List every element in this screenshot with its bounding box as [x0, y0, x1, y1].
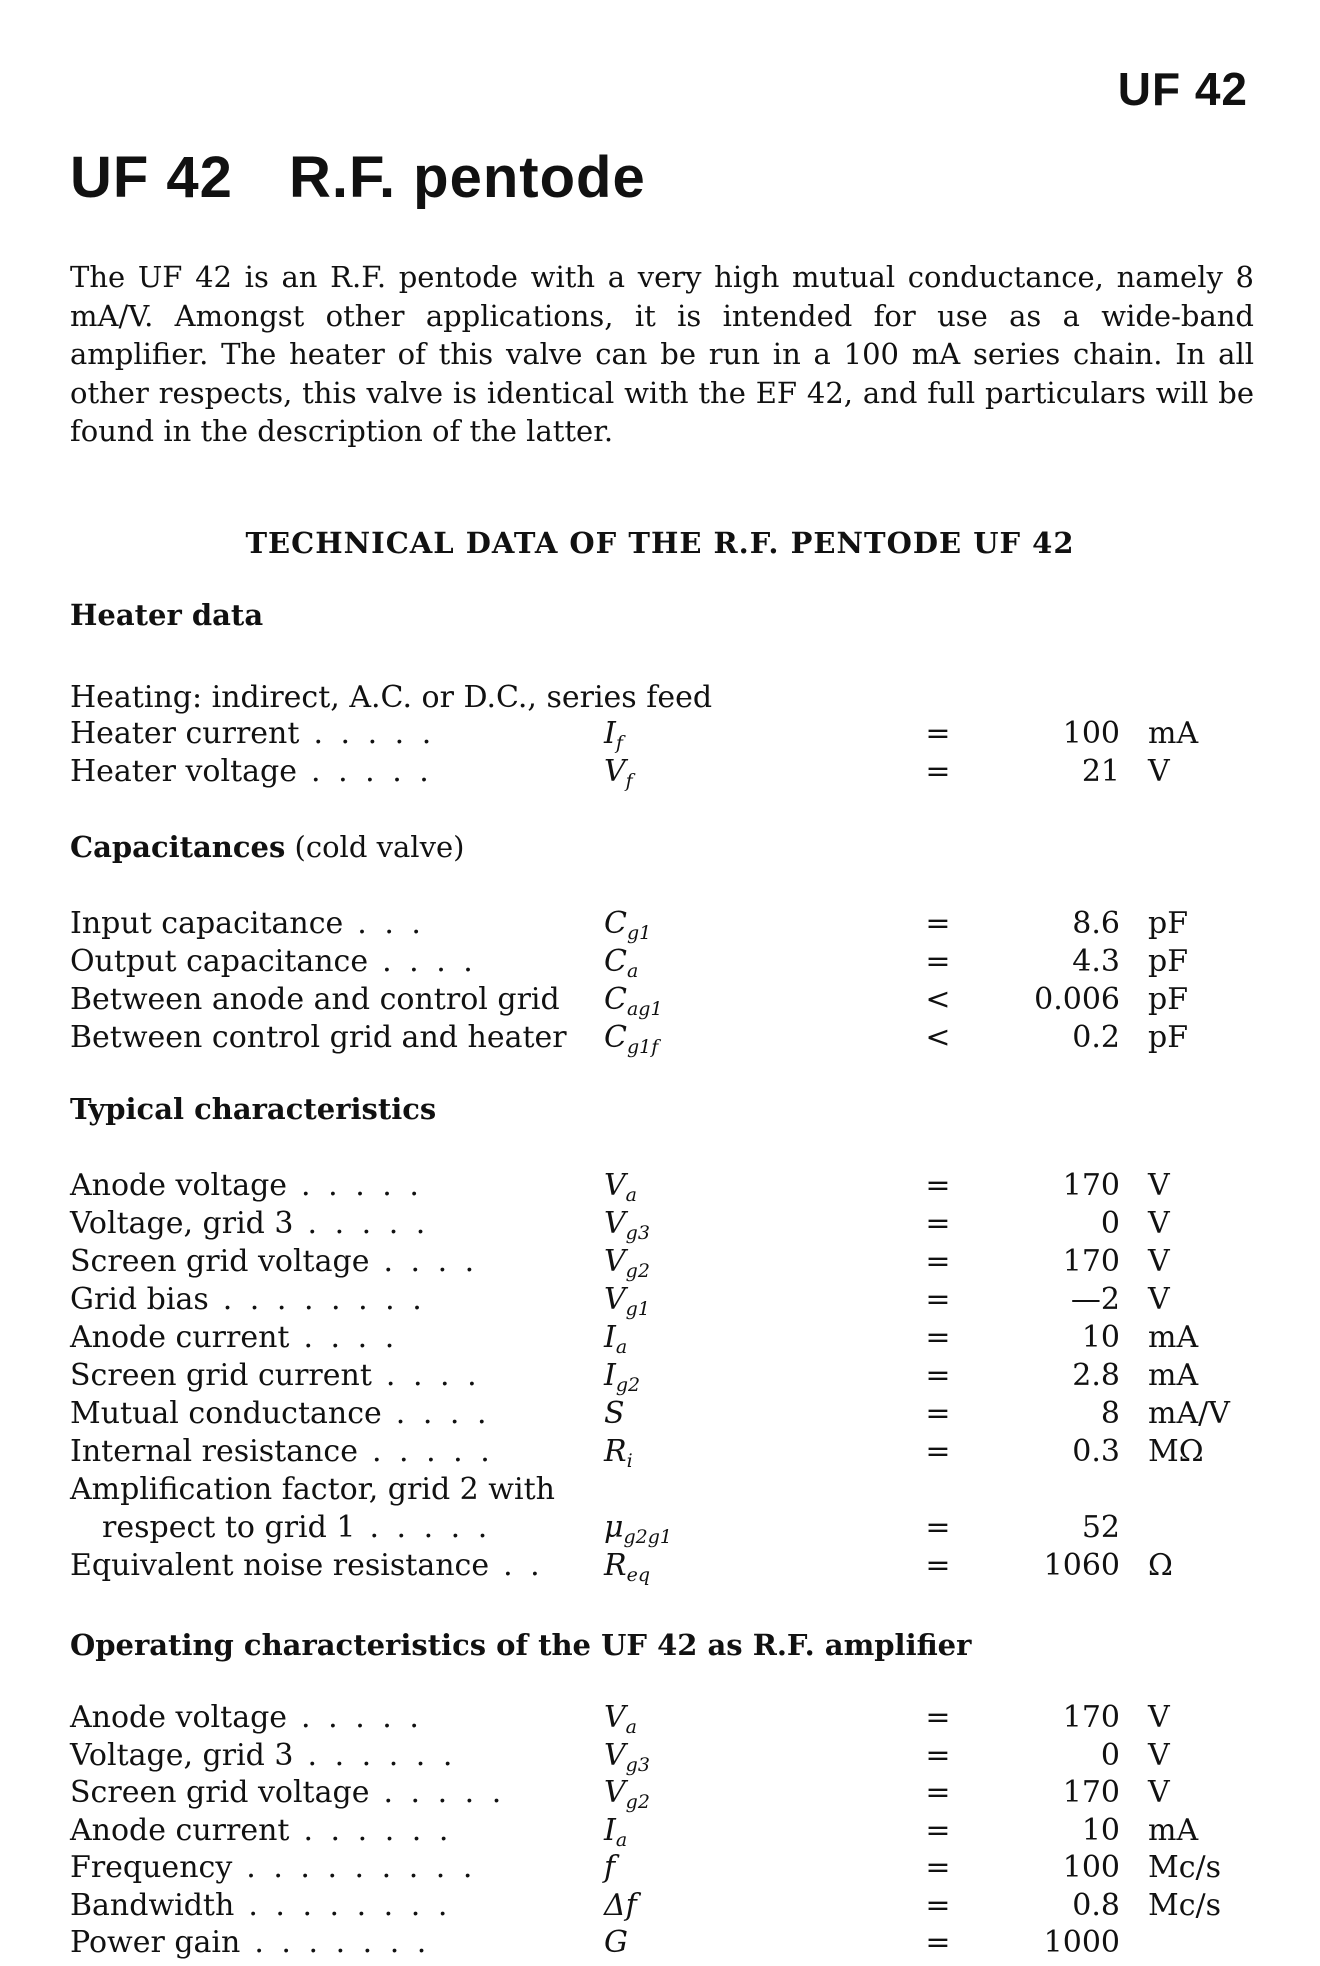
symbol-subscript: g2 — [615, 1374, 641, 1396]
symbol-subscript: g2 — [625, 1260, 650, 1282]
spec-row — [70, 1548, 1250, 1586]
spec-unit: V — [1148, 1737, 1170, 1773]
spec-label: Internal resistance — [70, 1434, 358, 1469]
spec-relation: = — [925, 1850, 951, 1885]
spec-label: Voltage, grid 3 — [70, 1737, 294, 1773]
capacitances-heading: Capacitances (cold valve) — [70, 830, 465, 864]
spec-unit: V — [1148, 1206, 1170, 1241]
symbol-subscript: ag1 — [626, 998, 663, 1020]
spec-symbol — [604, 982, 663, 1020]
spec-relation: < — [925, 1020, 951, 1055]
spec-symbol — [604, 716, 623, 754]
leader-dots: . . . . . . . — [254, 1925, 431, 1960]
spec-label: Input capacitance — [70, 906, 344, 941]
leader-dots: . . . . . — [313, 716, 436, 751]
spec-label: Between control grid and heater — [70, 1020, 567, 1055]
spec-symbol — [604, 1358, 640, 1396]
spec-value: 100 — [1062, 716, 1120, 751]
spec-row — [70, 1775, 1250, 1813]
spec-row — [70, 1472, 1250, 1510]
spec-row — [70, 906, 1250, 944]
spec-symbol — [604, 1168, 637, 1206]
symbol-letter: V — [604, 1282, 626, 1317]
spec-relation: = — [925, 1168, 951, 1203]
symbol-subscript: f — [615, 732, 623, 754]
spec-label: Anode voltage — [70, 1168, 288, 1203]
spec-unit: Mc/s — [1148, 1887, 1222, 1923]
spec-row — [70, 1850, 1250, 1888]
spec-unit: pF — [1148, 1020, 1189, 1055]
spec-relation: = — [925, 906, 951, 941]
symbol-letter: I — [604, 716, 616, 751]
spec-unit: pF — [1148, 982, 1189, 1017]
symbol-subscript: a — [625, 1184, 637, 1206]
spec-symbol — [604, 944, 638, 982]
spec-label: Anode voltage — [70, 1700, 288, 1735]
spec-row — [70, 1738, 1250, 1776]
operating-characteristics-heading: Operating characteristics of the UF 42 as R.F. amplifier — [70, 1628, 972, 1662]
spec-symbol — [604, 1888, 637, 1926]
spec-symbol — [604, 906, 651, 944]
spec-unit: mA — [1148, 1320, 1199, 1355]
spec-unit: mA — [1148, 1358, 1199, 1393]
spec-relation: = — [925, 1358, 951, 1393]
spec-value: 100 — [1062, 1850, 1120, 1885]
spec-symbol — [604, 1813, 627, 1851]
spec-relation: = — [925, 1775, 951, 1810]
symbol-subscript: a — [615, 1828, 628, 1851]
spec-relation: = — [925, 1548, 951, 1583]
leader-dots: . . . . . — [371, 1434, 494, 1469]
title-code: UF 42 — [70, 145, 233, 210]
spec-label: Heater voltage — [70, 754, 297, 789]
symbol-letter: V — [604, 1206, 626, 1241]
spec-relation: = — [925, 1925, 951, 1960]
spec-value: 4.3 — [1072, 944, 1120, 979]
spec-value: 0.006 — [1034, 982, 1120, 1017]
spec-symbol — [604, 1700, 637, 1738]
spec-symbol — [604, 1206, 650, 1244]
spec-unit: mA — [1148, 1812, 1199, 1848]
spec-value: 170 — [1062, 1700, 1120, 1735]
spec-row — [70, 1700, 1250, 1738]
spec-relation: = — [925, 1320, 951, 1355]
symbol-subscript: g3 — [625, 1753, 650, 1776]
spec-relation: = — [925, 1737, 951, 1773]
spec-symbol — [604, 1320, 627, 1358]
spec-row — [70, 944, 1250, 982]
spec-label: respect to grid 1 — [102, 1510, 356, 1545]
spec-value: 0 — [1100, 1737, 1120, 1773]
symbol-letter: I — [604, 1358, 616, 1393]
typical-characteristics-heading: Typical characteristics — [70, 1092, 437, 1126]
capacitances-note: (cold valve) — [294, 830, 465, 864]
spec-label: Screen grid voltage — [70, 1244, 370, 1279]
spec-label: Heater current — [70, 716, 300, 751]
spec-symbol — [604, 1510, 672, 1548]
spec-value: 52 — [1081, 1510, 1120, 1545]
symbol-letter: V — [604, 1244, 626, 1279]
spec-label: Anode current — [70, 1812, 290, 1848]
spec-relation: = — [925, 1700, 951, 1735]
symbol-letter: C — [604, 906, 627, 941]
spec-row — [70, 1510, 1250, 1548]
symbol-subscript: g1 — [626, 922, 652, 944]
spec-symbol — [604, 1850, 615, 1888]
spec-unit: V — [1148, 1282, 1170, 1317]
leader-dots: . . . . . . . . . — [246, 1850, 477, 1885]
spec-unit: V — [1148, 754, 1170, 789]
leader-dots: . . . . . — [301, 1700, 423, 1735]
symbol-subscript: g2g1 — [623, 1526, 673, 1548]
leader-dots: . . . . . — [311, 754, 433, 789]
title-name: R.F. pentode — [288, 145, 646, 210]
spec-relation: = — [925, 1887, 951, 1923]
spec-value: 21 — [1081, 754, 1120, 789]
spec-row — [70, 1282, 1250, 1320]
symbol-letter: R — [604, 1548, 627, 1583]
symbol-subscript: eq — [626, 1564, 651, 1586]
symbol-letter: V — [604, 1737, 626, 1773]
leader-dots: . . . . . — [369, 1510, 492, 1545]
spec-label: Mutual conductance — [70, 1396, 382, 1431]
leader-dots: . . . . . . — [307, 1737, 457, 1773]
symbol-letter: I — [604, 1812, 616, 1848]
spec-value: 170 — [1062, 1168, 1120, 1203]
spec-label: Power gain — [70, 1925, 241, 1960]
spec-value: 1000 — [1043, 1925, 1120, 1960]
intro-paragraph: The UF 42 is an R.F. pentode with a very high mutual conductance, namely 8 mA/V. Amongst other applications, it is intended for use as a wide-band amplifier. The heater of this valve can be run in a 100 mA series chain. In all other respects, this valve is identical with the EF 42, and full particulars will be found in the description of the latter. — [70, 260, 1254, 448]
spec-label: Screen grid current — [70, 1358, 372, 1393]
spec-unit: Ω — [1148, 1548, 1173, 1583]
symbol-subscript: a — [626, 960, 639, 982]
spec-unit: V — [1148, 1244, 1170, 1279]
spec-value: 170 — [1062, 1244, 1120, 1279]
technical-data-title: TECHNICAL DATA OF THE R.F. PENTODE UF 42 — [245, 526, 1075, 560]
spec-row — [70, 754, 1250, 792]
leader-dots: . . . . — [382, 944, 477, 979]
spec-unit: mA/V — [1148, 1396, 1230, 1431]
spec-value: 1060 — [1043, 1548, 1120, 1583]
spec-value: 10 — [1081, 1320, 1120, 1355]
symbol-letter: μ — [604, 1510, 624, 1545]
page-code: UF 42 — [1117, 63, 1248, 115]
spec-label: Screen grid voltage — [70, 1775, 370, 1810]
leader-dots: . . . . . — [307, 1206, 430, 1241]
spec-value: 170 — [1062, 1775, 1120, 1810]
spec-value: 0 — [1100, 1206, 1120, 1241]
spec-symbol — [604, 1738, 650, 1776]
symbol-letter: V — [604, 1775, 626, 1810]
spec-unit: Mc/s — [1148, 1850, 1222, 1885]
heating-note: Heating: indirect, A.C. or D.C., series feed — [70, 680, 713, 715]
spec-row — [70, 1813, 1250, 1851]
leader-dots: . . . — [357, 906, 425, 941]
spec-value: 10 — [1081, 1812, 1120, 1848]
symbol-subscript: i — [626, 1450, 633, 1472]
spec-value: 0.8 — [1072, 1887, 1120, 1923]
spec-symbol — [604, 1282, 650, 1320]
leader-dots: . . . . . — [301, 1168, 423, 1203]
spec-label: Output capacitance — [70, 944, 369, 979]
leader-dots: . . . . . . . . — [248, 1887, 452, 1923]
symbol-subscript: a — [615, 1336, 628, 1358]
spec-label: Voltage, grid 3 — [70, 1206, 294, 1241]
spec-unit: pF — [1148, 906, 1189, 941]
symbol-letter: I — [604, 1320, 616, 1355]
spec-unit: pF — [1148, 944, 1189, 979]
spec-row — [70, 1396, 1250, 1434]
spec-row — [70, 1925, 1250, 1963]
symbol-subscript: g3 — [625, 1222, 650, 1244]
symbol-subscript: g1f — [626, 1036, 659, 1058]
symbol-subscript: a — [625, 1716, 637, 1738]
spec-label: Grid bias — [70, 1282, 209, 1317]
spec-label: Amplification factor, grid 2 with — [70, 1472, 555, 1507]
spec-value: —2 — [1070, 1282, 1120, 1317]
spec-relation: = — [925, 754, 951, 789]
spec-row — [70, 1888, 1250, 1926]
leader-dots: . . . . — [303, 1320, 399, 1355]
spec-relation: = — [925, 1434, 951, 1469]
spec-relation: = — [925, 1396, 951, 1431]
leader-dots: . . . . . — [383, 1775, 506, 1810]
symbol-letter: R — [604, 1434, 627, 1469]
leader-dots: . . . . . . — [303, 1812, 453, 1848]
symbol-subscript: f — [625, 770, 633, 792]
spec-label: Frequency — [70, 1850, 233, 1885]
spec-value: 8.6 — [1072, 906, 1120, 941]
leader-dots: . . — [503, 1548, 544, 1583]
leader-dots: . . . . — [385, 1358, 481, 1393]
spec-label: Bandwidth — [70, 1887, 235, 1923]
spec-relation: = — [925, 1510, 951, 1545]
symbol-letter: V — [604, 1700, 626, 1735]
spec-row — [70, 1434, 1250, 1472]
spec-unit: MΩ — [1148, 1434, 1204, 1469]
spec-symbol — [604, 1020, 658, 1058]
spec-symbol — [604, 1244, 650, 1282]
spec-relation: = — [925, 1812, 951, 1848]
symbol-letter: G — [604, 1925, 628, 1960]
spec-label: Equivalent noise resistance — [70, 1548, 490, 1583]
heater-data-heading: Heater data — [70, 598, 264, 632]
spec-row — [70, 1168, 1250, 1206]
page-title — [70, 144, 646, 211]
spec-symbol — [604, 1775, 650, 1813]
spec-unit: mA — [1148, 716, 1199, 751]
spec-relation: = — [925, 716, 951, 751]
leader-dots: . . . . — [395, 1396, 491, 1431]
symbol-letter: C — [604, 944, 627, 979]
spec-symbol — [604, 754, 633, 792]
spec-row — [70, 982, 1250, 1020]
spec-row — [70, 1320, 1250, 1358]
spec-unit: V — [1148, 1168, 1170, 1203]
spec-symbol — [604, 1548, 650, 1586]
spec-row — [70, 1020, 1250, 1058]
spec-label: Between anode and control grid — [70, 982, 560, 1017]
leader-dots: . . . . . . . . — [222, 1282, 426, 1317]
symbol-letter: Δf — [604, 1887, 637, 1923]
spec-symbol — [604, 1434, 633, 1472]
spec-row — [70, 1206, 1250, 1244]
spec-value: 0.2 — [1072, 1020, 1120, 1055]
spec-symbol — [604, 1396, 625, 1434]
spec-value: 2.8 — [1072, 1358, 1120, 1393]
spec-relation: = — [925, 1206, 951, 1241]
spec-unit: V — [1148, 1700, 1170, 1735]
symbol-letter: C — [604, 1020, 627, 1055]
spec-label: Anode current — [70, 1320, 290, 1355]
symbol-letter: C — [604, 982, 627, 1017]
spec-relation: = — [925, 944, 951, 979]
spec-relation: = — [925, 1244, 951, 1279]
symbol-subscript: g2 — [625, 1791, 650, 1813]
symbol-letter: S — [604, 1396, 625, 1431]
spec-relation: < — [925, 982, 951, 1017]
spec-value: 8 — [1100, 1396, 1120, 1431]
spec-unit: V — [1148, 1775, 1170, 1810]
symbol-subscript: g1 — [625, 1298, 650, 1320]
spec-value: 0.3 — [1072, 1434, 1120, 1469]
symbol-letter: f — [604, 1850, 616, 1885]
symbol-letter: V — [604, 1168, 626, 1203]
spec-row — [70, 1358, 1250, 1396]
spec-symbol — [604, 1925, 628, 1963]
spec-row — [70, 716, 1250, 754]
spec-row — [70, 1244, 1250, 1282]
spec-relation: = — [925, 1282, 951, 1317]
symbol-letter: V — [604, 754, 626, 789]
leader-dots: . . . . — [383, 1244, 479, 1279]
